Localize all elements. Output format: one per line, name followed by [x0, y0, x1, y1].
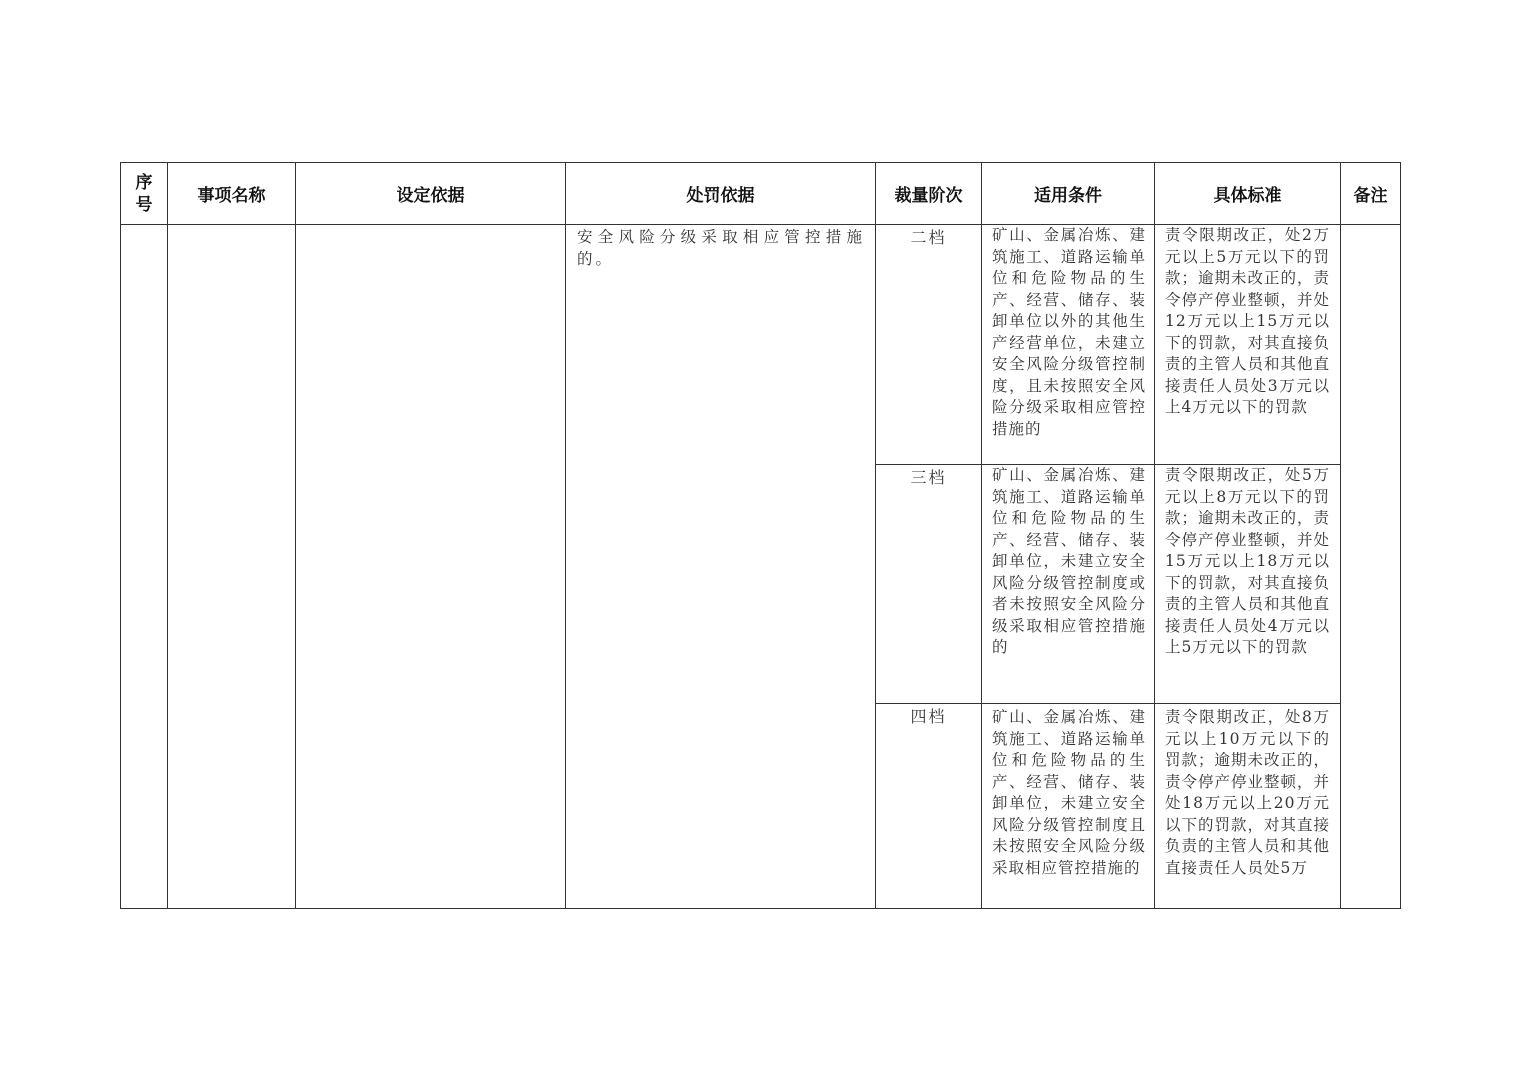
seq-cell	[121, 225, 168, 909]
header-condition: 适用条件	[982, 163, 1155, 225]
standard-cell	[1155, 465, 1341, 704]
standard-text: 责令限期改正，处5万元以上8万元以下的罚款；逾期未改正的，责令停产停业整顿，并处15万元以上18万元以下的罚款，对其直接负责的主管人员和其他直接责任人员处4万元以上5万元以下的罚款	[1165, 466, 1331, 656]
remark-cell	[1341, 225, 1401, 909]
condition-cell	[982, 465, 1155, 704]
penalty-basis-text: 安全风险分级采取相应管控措施的。	[577, 228, 865, 268]
level-cell: 二档	[876, 225, 982, 465]
condition-text: 矿山、金属冶炼、建筑施工、道路运输单位和危险物品的生产、经营、储存、装卸单位，未建立安全风险分级管控制度或者未按照安全风险分级采取相应管控措施的	[992, 466, 1146, 656]
header-penalty-basis: 处罚依据	[566, 163, 876, 225]
standard-cell	[1155, 225, 1341, 465]
condition-text: 矿山、金属冶炼、建筑施工、道路运输单位和危险物品的生产、经营、储存、装卸单位，未建立安全风险分级管控制度且未按照安全风险分级采取相应管控措施的	[992, 708, 1146, 877]
header-remark: 备注	[1341, 163, 1401, 225]
header-level: 裁量阶次	[876, 163, 982, 225]
penalty-basis-cell	[566, 225, 876, 909]
table-row-level-2	[121, 225, 1401, 465]
condition-cell	[982, 225, 1155, 465]
header-standard: 具体标准	[1155, 163, 1341, 225]
condition-text: 矿山、金属冶炼、建筑施工、道路运输单位和危险物品的生产、经营、储存、装卸单位以外的其他生产经营单位，未建立安全风险分级管控制度，且未按照安全风险分级采取相应管控措施的	[992, 226, 1146, 438]
header-seq	[121, 163, 168, 225]
standard-text: 责令限期改正，处2万元以上5万元以下的罚款；逾期未改正的，责令停产停业整顿，并处12万元以上15万元以下的罚款，对其直接负责的主管人员和其他直接责任人员处3万元以上4万元以下的罚款	[1165, 226, 1331, 416]
condition-cell	[982, 704, 1155, 909]
penalty-standards-table	[120, 162, 1401, 909]
header-seq-label: 序号	[135, 172, 153, 215]
standard-text: 责令限期改正，处8万元以上10万元以下的罚款；逾期未改正的，责令停产停业整顿，并处18万元以上20万元以下的罚款，对其直接负责的主管人员和其他直接责任人员处5万	[1165, 708, 1331, 877]
item-name-cell	[168, 225, 296, 909]
standard-cell	[1155, 704, 1341, 909]
level-cell: 三档	[876, 465, 982, 704]
header-row	[121, 163, 1401, 225]
setting-basis-cell	[296, 225, 566, 909]
header-item-name: 事项名称	[168, 163, 296, 225]
header-setting-basis: 设定依据	[296, 163, 566, 225]
level-cell: 四档	[876, 704, 982, 909]
